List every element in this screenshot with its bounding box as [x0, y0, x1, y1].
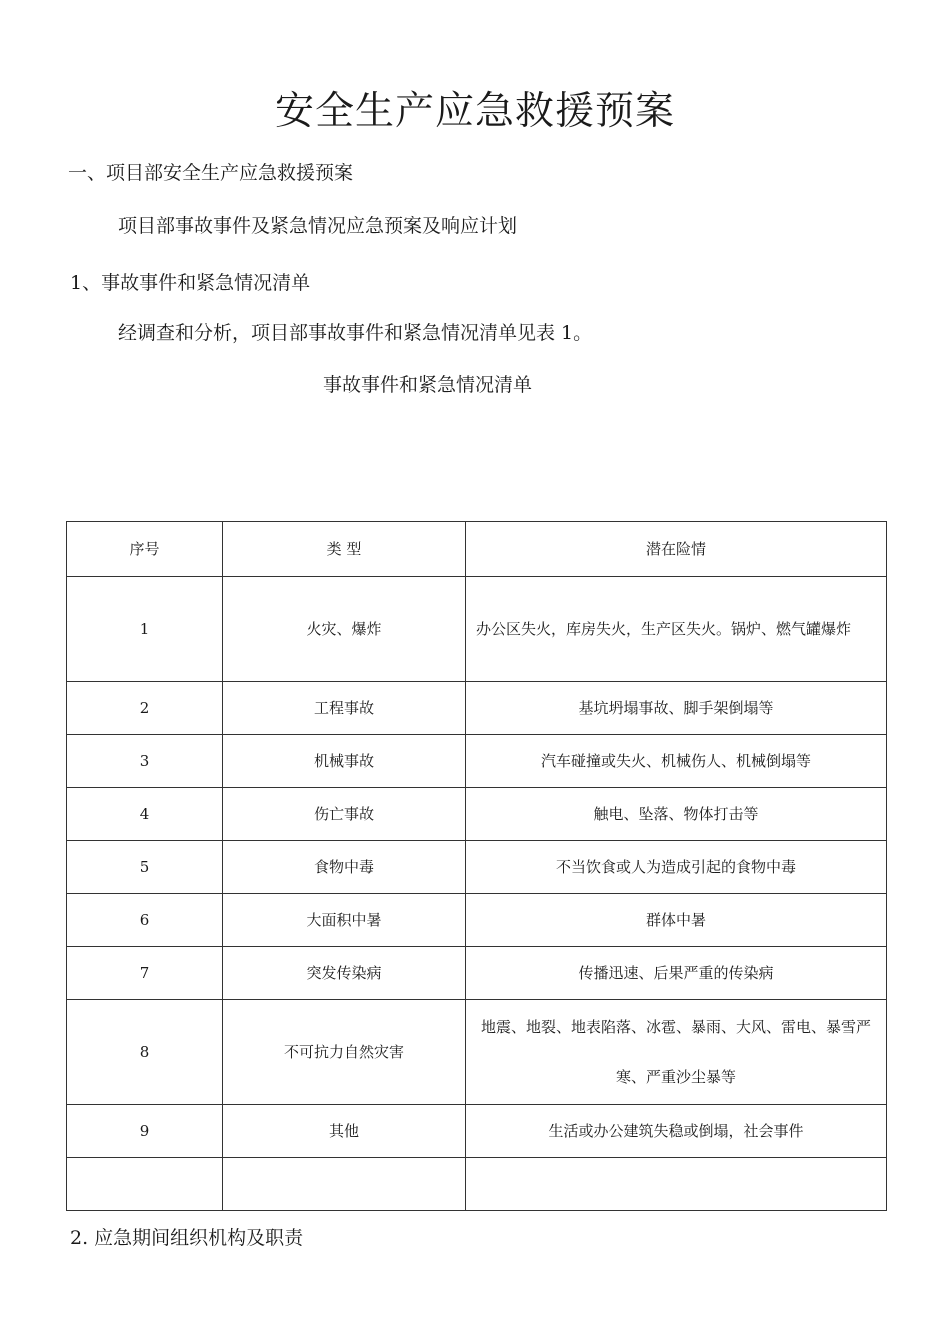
cell-no: 7	[67, 947, 223, 1000]
document-title: 安全生产应急救援预案	[274, 89, 675, 134]
incident-table	[66, 521, 887, 1211]
table-row	[67, 947, 887, 1000]
cell-type: 食物中毒	[223, 841, 466, 894]
cell-type	[223, 1158, 466, 1211]
cell-risk: 基坑坍塌事故、脚手架倒塌等	[466, 682, 887, 735]
cell-no: 2	[67, 682, 223, 735]
cell-no: 4	[67, 788, 223, 841]
cell-type: 火灾、爆炸	[223, 577, 466, 682]
section-1-text: 经调查和分析，项目部事故事件和紧急情况清单见表 1。	[118, 322, 593, 344]
table-row	[67, 1105, 887, 1158]
cell-type: 工程事故	[223, 682, 466, 735]
table-row	[67, 841, 887, 894]
cell-no: 6	[67, 894, 223, 947]
cell-no: 8	[67, 1000, 223, 1105]
cell-risk: 群体中暑	[466, 894, 887, 947]
table-row	[67, 682, 887, 735]
cell-no	[67, 1158, 223, 1211]
cell-risk: 传播迅速、后果严重的传染病	[466, 947, 887, 1000]
cell-no: 5	[67, 841, 223, 894]
cell-risk: 触电、坠落、物体打击等	[466, 788, 887, 841]
cell-type: 伤亡事故	[223, 788, 466, 841]
cell-risk: 地震、地裂、地表陷落、冰雹、暴雨、大风、雷电、暴雪严寒、严重沙尘暴等	[466, 1000, 887, 1105]
cell-no: 1	[67, 577, 223, 682]
header-risk: 潜在险情	[466, 522, 887, 577]
subheading: 项目部事故事件及紧急情况应急预案及响应计划	[118, 215, 518, 237]
cell-type: 其他	[223, 1105, 466, 1158]
cell-no: 3	[67, 735, 223, 788]
cell-risk: 不当饮食或人为造成引起的食物中毒	[466, 841, 887, 894]
cell-risk: 生活或办公建筑失稳或倒塌，社会事件	[466, 1105, 887, 1158]
cell-type: 机械事故	[223, 735, 466, 788]
table-row	[67, 894, 887, 947]
section-2-heading: 2. 应急期间组织机构及职责	[70, 1227, 304, 1249]
table-row	[67, 735, 887, 788]
table-row-empty	[67, 1158, 887, 1211]
heading-1: 一、项目部安全生产应急救援预案	[68, 162, 354, 184]
cell-type: 不可抗力自然灾害	[223, 1000, 466, 1105]
table-row	[67, 577, 887, 682]
cell-type: 大面积中暑	[223, 894, 466, 947]
cell-type: 突发传染病	[223, 947, 466, 1000]
table-row	[67, 1000, 887, 1105]
header-no: 序号	[67, 522, 223, 577]
table-row	[67, 788, 887, 841]
cell-risk	[466, 1158, 887, 1211]
table-header-row	[67, 522, 887, 577]
cell-risk: 汽车碰撞或失火、机械伤人、机械倒塌等	[466, 735, 887, 788]
section-1-heading: 1、事故事件和紧急情况清单	[70, 272, 311, 294]
cell-risk: 办公区失火，库房失火，生产区失火。锅炉、燃气罐爆炸	[466, 577, 887, 682]
header-type: 类 型	[223, 522, 466, 577]
table-caption: 事故事件和紧急情况清单	[322, 374, 532, 396]
cell-no: 9	[67, 1105, 223, 1158]
